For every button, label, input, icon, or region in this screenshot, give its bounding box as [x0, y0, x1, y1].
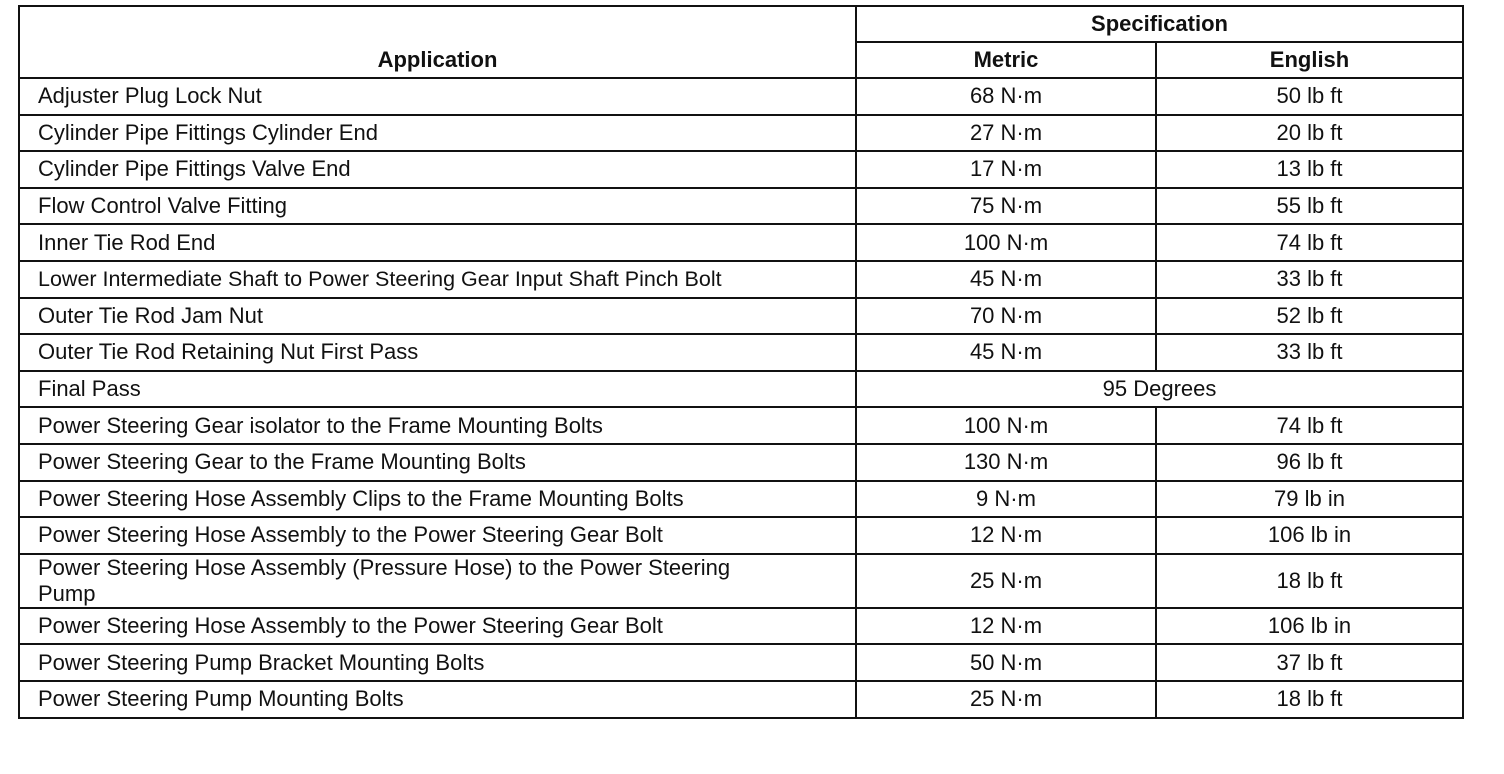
table-row — [19, 517, 1463, 554]
application-cell: Power Steering Pump Mounting Bolts — [19, 681, 856, 718]
table-row — [19, 554, 1463, 608]
english-cell: 96 lb ft — [1156, 444, 1463, 481]
application-cell: Adjuster Plug Lock Nut — [19, 78, 856, 115]
metric-cell: 25 N·m — [856, 554, 1156, 608]
application-cell: Outer Tie Rod Retaining Nut First Pass — [19, 334, 856, 371]
application-cell: Power Steering Hose Assembly to the Power Steering Gear Bolt — [19, 517, 856, 554]
english-cell: 106 lb in — [1156, 517, 1463, 554]
table-row — [19, 371, 1463, 408]
application-cell: Power Steering Gear isolator to the Frame Mounting Bolts — [19, 407, 856, 444]
metric-cell: 12 N·m — [856, 517, 1156, 554]
metric-cell: 45 N·m — [856, 334, 1156, 371]
table-row — [19, 78, 1463, 115]
header-english-label: English — [1269, 47, 1350, 72]
table-row — [19, 261, 1463, 298]
table-row — [19, 608, 1463, 645]
english-cell: 106 lb in — [1156, 608, 1463, 645]
application-cell: Cylinder Pipe Fittings Valve End — [19, 151, 856, 188]
spanned-spec-cell: 95 Degrees — [856, 371, 1463, 408]
application-cell: Lower Intermediate Shaft to Power Steering Gear Input Shaft Pinch Bolt — [19, 261, 856, 298]
table-row — [19, 188, 1463, 225]
application-cell: Power Steering Pump Bracket Mounting Bolts — [19, 644, 856, 681]
metric-cell: 100 N·m — [856, 224, 1156, 261]
application-cell: Power Steering Hose Assembly Clips to the Frame Mounting Bolts — [19, 481, 856, 518]
header-english — [1156, 42, 1463, 78]
application-cell: Power Steering Gear to the Frame Mounting Bolts — [19, 444, 856, 481]
metric-cell: 45 N·m — [856, 261, 1156, 298]
metric-cell: 12 N·m — [856, 608, 1156, 645]
application-cell: Inner Tie Rod End — [19, 224, 856, 261]
application-cell: Final Pass — [19, 371, 856, 408]
table-row — [19, 334, 1463, 371]
english-cell: 50 lb ft — [1156, 78, 1463, 115]
header-application-label: Application — [377, 47, 498, 72]
english-cell: 18 lb ft — [1156, 681, 1463, 718]
application-cell — [19, 554, 856, 608]
english-cell: 33 lb ft — [1156, 261, 1463, 298]
metric-cell: 25 N·m — [856, 681, 1156, 718]
metric-cell: 70 N·m — [856, 298, 1156, 335]
application-cell: Flow Control Valve Fitting — [19, 188, 856, 225]
table-row — [19, 407, 1463, 444]
metric-cell: 50 N·m — [856, 644, 1156, 681]
metric-cell: 130 N·m — [856, 444, 1156, 481]
table-row — [19, 481, 1463, 518]
torque-spec-table — [18, 5, 1464, 719]
header-metric — [856, 42, 1156, 78]
table-row — [19, 298, 1463, 335]
table-row — [19, 115, 1463, 152]
application-label: Power Steering Hose Assembly (Pressure Hose) to the Power Steering Pump — [38, 554, 731, 606]
header-specification-label: Specification — [1091, 11, 1228, 36]
english-cell: 79 lb in — [1156, 481, 1463, 518]
header-specification — [856, 6, 1463, 42]
english-cell: 55 lb ft — [1156, 188, 1463, 225]
metric-cell: 17 N·m — [856, 151, 1156, 188]
application-cell: Power Steering Hose Assembly to the Power Steering Gear Bolt — [19, 608, 856, 645]
metric-cell: 9 N·m — [856, 481, 1156, 518]
english-cell: 33 lb ft — [1156, 334, 1463, 371]
english-cell: 13 lb ft — [1156, 151, 1463, 188]
metric-cell: 75 N·m — [856, 188, 1156, 225]
application-cell: Cylinder Pipe Fittings Cylinder End — [19, 115, 856, 152]
english-cell: 52 lb ft — [1156, 298, 1463, 335]
metric-cell: 100 N·m — [856, 407, 1156, 444]
metric-cell: 68 N·m — [856, 78, 1156, 115]
header-application — [19, 6, 856, 78]
application-cell: Outer Tie Rod Jam Nut — [19, 298, 856, 335]
table-row — [19, 224, 1463, 261]
english-cell: 18 lb ft — [1156, 554, 1463, 608]
metric-cell: 27 N·m — [856, 115, 1156, 152]
header-metric-label: Metric — [973, 47, 1039, 72]
table-row — [19, 444, 1463, 481]
english-cell: 74 lb ft — [1156, 224, 1463, 261]
english-cell: 37 lb ft — [1156, 644, 1463, 681]
table-row — [19, 151, 1463, 188]
english-cell: 74 lb ft — [1156, 407, 1463, 444]
table-row — [19, 644, 1463, 681]
english-cell: 20 lb ft — [1156, 115, 1463, 152]
table-row — [19, 681, 1463, 718]
